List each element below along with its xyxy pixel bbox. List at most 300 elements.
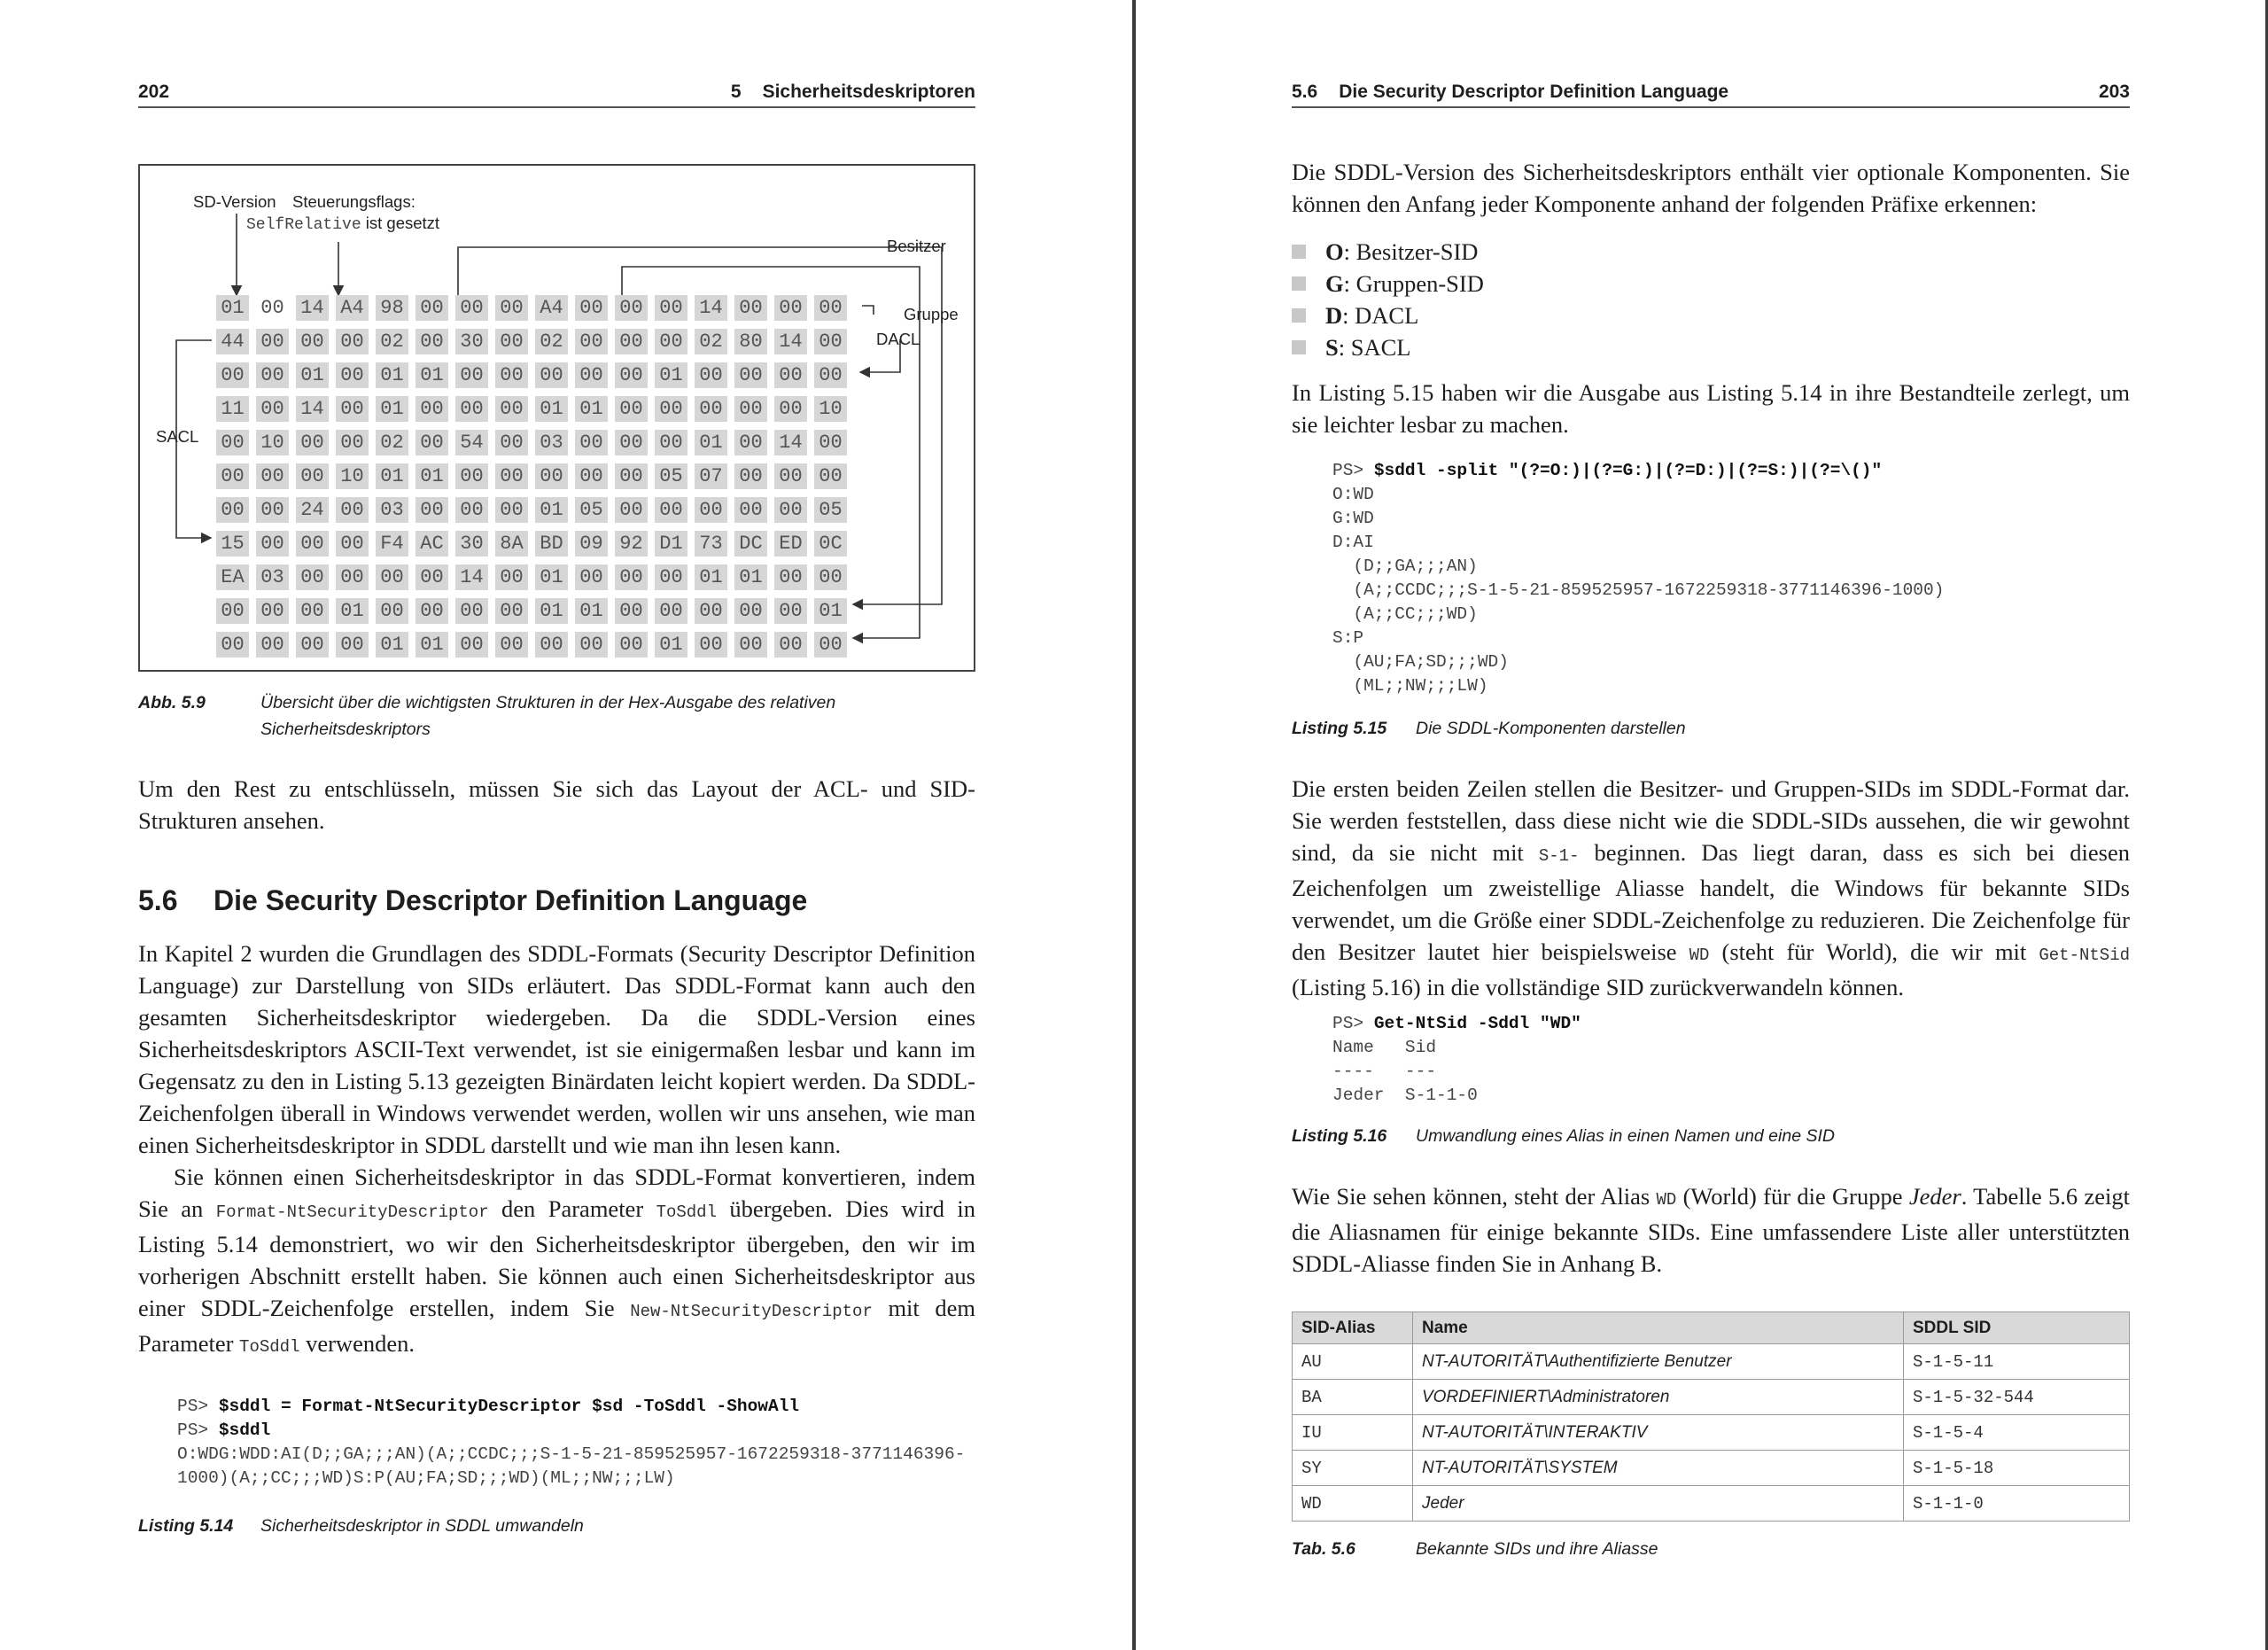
page-header-right: [1292, 78, 2130, 108]
list-item-key: G: [1325, 270, 1344, 297]
group-bracket: [862, 306, 874, 315]
p4-code-1: WD: [1656, 1190, 1677, 1210]
hex-byte: 00: [455, 362, 488, 388]
hex-byte: 14: [296, 396, 329, 422]
hex-row: [216, 632, 854, 658]
hex-byte: 00: [575, 295, 608, 321]
hex-byte: 10: [336, 463, 369, 489]
table-cell-sid: S-1-5-4: [1904, 1415, 2130, 1451]
table-row: [1293, 1486, 2130, 1522]
listing-515-line: (A;;CCDC;;;S-1-5-21-859525957-1672259318-3771146396-1000): [1332, 580, 1945, 600]
hex-byte: 00: [256, 362, 289, 388]
hex-byte: 01: [376, 396, 408, 422]
listing-515-line: D:AI: [1332, 533, 1374, 552]
list-item: [1292, 268, 1484, 300]
figure-caption-line1: Übersicht über die wichtigsten Strukturen in der Hex-Ausgabe des relativen: [260, 693, 836, 712]
hex-byte: 01: [655, 362, 687, 388]
hex-byte: 14: [455, 564, 488, 590]
intro-paragraph: [1292, 156, 2130, 220]
list-item-key: D: [1325, 302, 1343, 329]
hex-byte: 00: [734, 396, 767, 422]
running-head-right: [1292, 82, 1728, 103]
hex-byte: 00: [216, 463, 249, 489]
listing-516-prompt: PS>: [1332, 1014, 1374, 1033]
hex-byte: 00: [256, 396, 289, 422]
hex-byte: 00: [655, 430, 687, 455]
hex-byte: 00: [260, 297, 284, 319]
hex-byte: 00: [535, 463, 568, 489]
listing-515-line: S:P: [1332, 628, 1364, 648]
p3-code-1: S-1-: [1538, 846, 1580, 866]
hex-byte: 00: [575, 564, 608, 590]
hex-byte: 00: [575, 632, 608, 658]
hex-byte: 01: [296, 362, 329, 388]
hex-row: [216, 531, 854, 556]
hex-byte: 00: [615, 632, 648, 658]
hex-byte: AC: [416, 531, 448, 556]
hex-byte: 24: [296, 497, 329, 523]
hex-byte: 00: [814, 564, 847, 590]
hex-byte: 00: [814, 632, 847, 658]
hex-byte: 00: [655, 396, 687, 422]
listing-515-line: O:WD: [1332, 485, 1374, 504]
hex-row: [216, 295, 854, 321]
list-item-text: : SACL: [1338, 334, 1411, 361]
hex-byte: 00: [416, 329, 448, 354]
listing-516-caption-text: Umwandlung eines Alias in einen Namen und eine SID: [1416, 1126, 1835, 1146]
hex-byte: 09: [575, 531, 608, 556]
hex-byte: 00: [256, 598, 289, 624]
hex-byte: 00: [615, 598, 648, 624]
paragraph-3: [1292, 773, 2130, 1003]
list-item-key: S: [1325, 334, 1339, 361]
hex-byte: 00: [615, 430, 648, 455]
listing-514-caption: [138, 1513, 584, 1539]
p3-text-3: (steht für World), die wir mit: [1709, 938, 2039, 965]
hex-byte: 00: [256, 497, 289, 523]
hex-byte: 00: [216, 598, 249, 624]
hex-byte: 00: [615, 463, 648, 489]
table-cell-sid: S-1-5-32-544: [1904, 1380, 2130, 1415]
hex-byte: 00: [495, 497, 528, 523]
listing-514: [177, 1395, 965, 1490]
flags-sub-label: [246, 214, 439, 234]
list-item-key: O: [1325, 238, 1344, 265]
table-cell-name: VORDEFINIERT\Administratoren: [1413, 1380, 1904, 1415]
hex-byte: 00: [615, 329, 648, 354]
flags-mono: SelfRelative: [246, 216, 361, 234]
listing-515-caption-text: Die SDDL-Komponenten darstellen: [1416, 719, 1686, 738]
listing-515-line: (AU;FA;SD;;;WD): [1332, 652, 1509, 672]
hex-row: [216, 430, 854, 455]
hex-byte: 00: [495, 632, 528, 658]
p3-code-2: WD: [1689, 946, 1710, 965]
table-cell-alias: WD: [1293, 1486, 1413, 1522]
hex-byte: BD: [535, 531, 568, 556]
figure-caption: [138, 689, 975, 743]
hex-byte: 00: [296, 463, 329, 489]
hex-byte: 00: [336, 329, 369, 354]
hex-byte: 14: [774, 329, 807, 354]
p3-text-4: (Listing 5.16) in die vollständige SID zurückverwandeln können.: [1292, 974, 1905, 1000]
hex-byte: 01: [535, 598, 568, 624]
table-cell-name: NT-AUTORITÄT\Authentifizierte Benutzer: [1413, 1344, 1904, 1380]
p4-text-1: Wie Sie sehen können, steht der Alias: [1292, 1183, 1657, 1210]
hex-row: [216, 463, 854, 489]
table-header-row: [1293, 1312, 2130, 1344]
hex-byte: 00: [535, 362, 568, 388]
hex-byte: 00: [774, 396, 807, 422]
p4-text-3: . Tabelle 5.6 zeigt die Aliasnamen für einige bekannte SIDs. Eine umfassendere Liste aller unterstützten SDDL-Aliasse finden Sie in Anhang B.: [1292, 1183, 2130, 1277]
listing-516-caption: [1292, 1123, 1835, 1149]
list-item-text: : Besitzer-SID: [1343, 238, 1479, 265]
hex-byte: 14: [296, 295, 329, 321]
hex-byte: 00: [495, 430, 528, 455]
listing-514-out-2: 1000)(A;;CC;;;WD)S:P(AU;FA;SD;;;WD)(ML;;NW;;;LW): [177, 1468, 675, 1488]
hex-byte: 00: [296, 598, 329, 624]
table-cell-name: NT-AUTORITÄT\INTERAKTIV: [1413, 1415, 1904, 1451]
hex-byte: 00: [734, 632, 767, 658]
listing-515: [1332, 459, 1944, 698]
hex-byte: 14: [774, 430, 807, 455]
hex-row: [216, 396, 854, 422]
hex-byte: 73: [695, 531, 727, 556]
listing-515-line: G:WD: [1332, 509, 1374, 528]
hex-byte: 05: [655, 463, 687, 489]
hex-byte: 01: [535, 396, 568, 422]
p3-text-2: beginnen. Das liegt daran, dass es sich bei diesen Zeichenfolgen um zweistellige Aliasse handelt, die Windows für bekannte SIDs verwendet, um die Größe einer SDDL-Zeichenfolge zu reduzieren. Die Zeichenfolge für den Besitzer lautet hier beispielsweise: [1292, 839, 2130, 965]
left-page: [0, 0, 1132, 1650]
group-label: Gruppe: [904, 305, 959, 323]
hex-byte: 00: [774, 632, 807, 658]
hex-byte: 00: [575, 430, 608, 455]
hex-byte: 00: [774, 564, 807, 590]
p4-text-2: (World) für die Gruppe: [1676, 1183, 1909, 1210]
listing-515-caption-label: Listing 5.15: [1292, 719, 1387, 738]
p2-code-1: Format-NtSecurityDescriptor: [215, 1202, 489, 1222]
section-number: 5.6: [138, 884, 178, 916]
paragraph-rest: [138, 773, 975, 837]
hex-byte: 00: [734, 430, 767, 455]
hex-byte: 01: [575, 598, 608, 624]
hex-byte: D1: [655, 531, 687, 556]
hex-byte: 00: [814, 463, 847, 489]
hex-byte: 98: [376, 295, 408, 321]
hex-byte: 02: [695, 329, 727, 354]
hex-byte: 00: [734, 497, 767, 523]
hex-byte: 00: [695, 396, 727, 422]
hex-byte: 01: [734, 564, 767, 590]
hex-byte: 00: [336, 396, 369, 422]
section-title-header: Die Security Descriptor Definition Language: [1339, 82, 1729, 102]
listing-intro-paragraph: [1292, 377, 2130, 440]
section-heading: [138, 884, 807, 917]
hex-byte: 10: [814, 396, 847, 422]
listing-514-out-1: O:WDG:WDD:AI(D;;GA;;;AN)(A;;CCDC;;;S-1-5-21-859525957-1672259318-3771146396-: [177, 1444, 966, 1464]
p2-text-1: Sie können einen Sicherheitsdeskriptor in das SDDL-Format konvertieren, indem Sie an: [138, 1164, 975, 1222]
list-item-text: : DACL: [1342, 302, 1419, 329]
hex-byte: 00: [774, 362, 807, 388]
hex-byte: 00: [256, 329, 289, 354]
hex-byte: 8A: [495, 531, 528, 556]
figure-caption-line2: Sicherheitsdeskriptors: [260, 720, 431, 739]
hex-byte: 00: [695, 497, 727, 523]
bullet-square-icon: [1292, 245, 1306, 259]
p2-code-3: New-NtSecurityDescriptor: [630, 1302, 873, 1321]
table-cell-alias: IU: [1293, 1415, 1413, 1451]
hex-byte: 03: [376, 497, 408, 523]
table-header-name: Name: [1413, 1312, 1904, 1344]
page-number: 202: [138, 82, 170, 102]
listing-514-cmd-1: $sddl = Format-NtSecurityDescriptor $sd -ToSddl -ShowAll: [218, 1397, 800, 1416]
hex-byte: 07: [695, 463, 727, 489]
p2-text-2: den Parameter: [488, 1195, 656, 1222]
hex-byte: 00: [655, 564, 687, 590]
hex-byte: 00: [296, 430, 329, 455]
table-cell-sid: S-1-5-18: [1904, 1451, 2130, 1486]
hex-byte: 00: [615, 396, 648, 422]
hex-byte: 00: [814, 430, 847, 455]
bullet-square-icon: [1292, 340, 1306, 354]
hex-byte: 00: [814, 329, 847, 354]
listing-515-line: (D;;GA;;;AN): [1332, 556, 1478, 576]
hex-byte: 14: [695, 295, 727, 321]
flags-label: Steuerungsflags:: [292, 192, 416, 211]
hex-byte: 01: [376, 463, 408, 489]
chapter-number: 5: [730, 82, 742, 102]
hex-byte: 00: [416, 430, 448, 455]
dacl-label: DACL: [876, 330, 920, 348]
p2-code-2: ToSddl: [656, 1202, 717, 1222]
hex-byte: DC: [734, 531, 767, 556]
hex-byte: 80: [734, 329, 767, 354]
hex-byte: 00: [655, 598, 687, 624]
hex-byte: 10: [256, 430, 289, 455]
hex-byte: 00: [296, 564, 329, 590]
table-caption-label: Tab. 5.6: [1292, 1539, 1355, 1559]
hex-byte: 15: [216, 531, 249, 556]
hex-byte: 03: [535, 430, 568, 455]
hex-byte: A4: [336, 295, 369, 321]
sd-version-label: SD-Version: [193, 192, 276, 211]
hex-byte: 01: [695, 430, 727, 455]
hex-byte: 01: [336, 598, 369, 624]
hex-byte: EA: [216, 564, 249, 590]
hex-byte: 00: [416, 598, 448, 624]
p2-text-3: übergeben. Dies wird in Listing 5.14 demonstriert, wo wir den Sicherheitsdeskriptor übergeben, den wir im vorherigen Abschnitt erstellt haben. Sie können auch einen Sicherheitsdeskriptor aus einer SDDL-Zeichenfolge erstellen, indem Sie: [138, 1195, 975, 1321]
hex-byte: 30: [455, 531, 488, 556]
table-row: [1293, 1344, 2130, 1380]
hex-byte: ED: [774, 531, 807, 556]
hex-byte: 00: [416, 396, 448, 422]
hex-byte: 01: [416, 463, 448, 489]
table-row: [1293, 1380, 2130, 1415]
hex-byte: 00: [495, 463, 528, 489]
hex-byte: 00: [455, 598, 488, 624]
hex-byte: 01: [535, 564, 568, 590]
table-cell-alias: AU: [1293, 1344, 1413, 1380]
page-header-left: [138, 78, 975, 108]
table-row: [1293, 1415, 2130, 1451]
hex-byte: 54: [455, 430, 488, 455]
hex-row: [216, 564, 854, 590]
sid-alias-table: [1292, 1311, 2130, 1522]
flags-suffix: ist gesetzt: [365, 214, 440, 232]
list-item-text: : Gruppen-SID: [1343, 270, 1484, 297]
paragraph-rest-text: Um den Rest zu entschlüsseln, müssen Sie sich das Layout der ACL- und SID-Strukturen ansehen.: [138, 775, 975, 834]
hex-byte: A4: [535, 295, 568, 321]
hex-byte: 00: [495, 396, 528, 422]
hex-byte: 00: [734, 598, 767, 624]
hex-byte: 00: [615, 497, 648, 523]
table-cell-alias: BA: [1293, 1380, 1413, 1415]
table-cell-sid: S-1-5-11: [1904, 1344, 2130, 1380]
hex-byte: 11: [216, 396, 249, 422]
hex-byte: 00: [455, 632, 488, 658]
hex-byte: 00: [814, 295, 847, 321]
hex-figure: [138, 164, 975, 672]
hex-byte: 00: [336, 632, 369, 658]
hex-byte: 00: [774, 497, 807, 523]
hex-byte: 01: [575, 396, 608, 422]
hex-byte: 00: [774, 463, 807, 489]
table-header-sid: SDDL SID: [1904, 1312, 2130, 1344]
listing-516-caption-label: Listing 5.16: [1292, 1126, 1387, 1146]
list-item: [1292, 236, 1484, 268]
figure-caption-label: Abb. 5.9: [138, 693, 206, 712]
listing-516-line: Name Sid: [1332, 1038, 1437, 1057]
hex-byte: 00: [734, 463, 767, 489]
sacl-label: SACL: [156, 427, 199, 446]
listing-514-caption-label: Listing 5.14: [138, 1516, 234, 1536]
hex-byte: 00: [216, 430, 249, 455]
paragraph-1: In Kapitel 2 wurden die Grundlagen des SDDL-Formats (Security Descriptor Definition Language) zur Darstellung von SIDs erläutert. Das SDDL-Format kann auch den gesamten Sicherheitsdeskriptor wiedergeben. Da die SDDL-Version eines Sicherheitsdeskriptors ASCII-Text verwendet, ist sie einigermaßen lesbar und kann im Gegensatz zu den in Listing 5.13 gezeigten Binärdaten leicht kopiert werden. Da SDDL-Zeichenfolgen überall in Windows verwendet werden, wollen wir uns ansehen, wie man einen Sicherheitsdeskriptor in SDDL darstellt und wie man ihn lesen kann.: [138, 940, 975, 1158]
listing-515-line: (ML;;NW;;;LW): [1332, 676, 1488, 696]
hex-byte: 00: [336, 430, 369, 455]
hex-byte: 01: [655, 632, 687, 658]
hex-byte: 00: [575, 329, 608, 354]
hex-byte: 00: [216, 497, 249, 523]
hex-byte: 00: [695, 598, 727, 624]
hex-byte: 00: [615, 564, 648, 590]
p2-text-4: mit dem Parameter: [138, 1295, 975, 1357]
hex-byte: 00: [336, 531, 369, 556]
listing-515-caption: [1292, 715, 1686, 742]
hex-byte: 00: [495, 329, 528, 354]
table-cell-name: Jeder: [1413, 1486, 1904, 1522]
hex-byte: 00: [416, 564, 448, 590]
hex-byte: 00: [455, 295, 488, 321]
hex-byte: 00: [455, 497, 488, 523]
hex-byte: 03: [256, 564, 289, 590]
hex-byte: 05: [814, 497, 847, 523]
hex-byte: 92: [615, 531, 648, 556]
prefix-list: [1292, 236, 1484, 363]
hex-row: [216, 362, 854, 388]
listing-514-prompt-2: PS>: [177, 1420, 219, 1440]
hex-byte: 00: [455, 396, 488, 422]
hex-byte: 00: [336, 497, 369, 523]
listing-514-caption-text: Sicherheitsdeskriptor in SDDL umwandeln: [260, 1516, 584, 1536]
hex-byte: 00: [495, 598, 528, 624]
hex-byte: 00: [655, 497, 687, 523]
bullet-square-icon: [1292, 308, 1306, 323]
p4-italic: Jeder: [1908, 1183, 1961, 1210]
hex-byte: 00: [336, 362, 369, 388]
hex-byte: 00: [336, 564, 369, 590]
listing-514-prompt-1: PS>: [177, 1397, 219, 1416]
hex-byte: 00: [575, 362, 608, 388]
hex-byte: 30: [455, 329, 488, 354]
hex-byte: 00: [216, 362, 249, 388]
hex-byte: 00: [256, 632, 289, 658]
hex-byte: 00: [615, 295, 648, 321]
hex-byte: 00: [535, 632, 568, 658]
bullet-square-icon: [1292, 276, 1306, 291]
hex-byte: 00: [296, 329, 329, 354]
hex-byte: 00: [376, 598, 408, 624]
table-caption-text: Bekannte SIDs und ihre Aliasse: [1416, 1539, 1658, 1559]
hex-byte: 00: [455, 463, 488, 489]
hex-byte: 00: [216, 632, 249, 658]
hex-byte: 00: [296, 632, 329, 658]
section-title: Die Security Descriptor Definition Language: [214, 884, 808, 916]
hex-byte: 00: [615, 362, 648, 388]
section-body: [138, 938, 975, 1363]
hex-byte: 00: [495, 564, 528, 590]
table-row: [1293, 1451, 2130, 1486]
intro-text: Die SDDL-Version des Sicherheitsdeskriptors enthält vier optionale Komponenten. Sie können den Anfang jeder Komponente anhand der folgenden Präfixe erkennen:: [1292, 159, 2130, 217]
hex-byte: 02: [535, 329, 568, 354]
listing-516-cmd: Get-NtSid -Sddl "WD": [1373, 1014, 1581, 1033]
hex-byte: 00: [256, 531, 289, 556]
section-number-header: 5.6: [1292, 82, 1318, 102]
paragraph-2: [138, 1161, 975, 1363]
hex-byte: 00: [575, 463, 608, 489]
hex-byte: 00: [495, 295, 528, 321]
list-item: [1292, 300, 1484, 331]
paragraph-4: [1292, 1180, 2130, 1280]
p2-text-5: verwenden.: [299, 1330, 415, 1357]
listing-514-cmd-2: $sddl: [218, 1420, 271, 1440]
table-cell-sid: S-1-1-0: [1904, 1486, 2130, 1522]
hex-byte: 00: [695, 632, 727, 658]
hex-byte: 02: [376, 430, 408, 455]
hex-byte: 01: [695, 564, 727, 590]
table-caption: [1292, 1536, 1658, 1562]
p3-code-3: Get-NtSid: [2039, 946, 2130, 965]
hex-byte: F4: [376, 531, 408, 556]
hex-byte: 00: [774, 295, 807, 321]
hex-byte: 00: [814, 362, 847, 388]
hex-row: [216, 497, 854, 523]
hex-byte: 00: [734, 362, 767, 388]
hex-byte: 05: [575, 497, 608, 523]
listing-515-cmd: $sddl -split "(?=O:)|(?=G:)|(?=D:)|(?=S:)|(?=\()": [1373, 461, 1883, 480]
listing-intro-text: In Listing 5.15 haben wir die Ausgabe aus Listing 5.14 in ihre Bestandteile zerlegt, um sie leichter lesbar zu machen.: [1292, 379, 2130, 438]
hex-byte: 00: [655, 295, 687, 321]
hex-byte: 00: [256, 463, 289, 489]
hex-byte: 00: [296, 531, 329, 556]
hex-byte: 00: [695, 362, 727, 388]
hex-byte: 0C: [814, 531, 847, 556]
hex-byte: 02: [376, 329, 408, 354]
listing-516: [1332, 1012, 1581, 1108]
listing-515-prompt: PS>: [1332, 461, 1374, 480]
hex-byte: 00: [774, 598, 807, 624]
hex-byte: 01: [535, 497, 568, 523]
hex-byte: 00: [416, 295, 448, 321]
